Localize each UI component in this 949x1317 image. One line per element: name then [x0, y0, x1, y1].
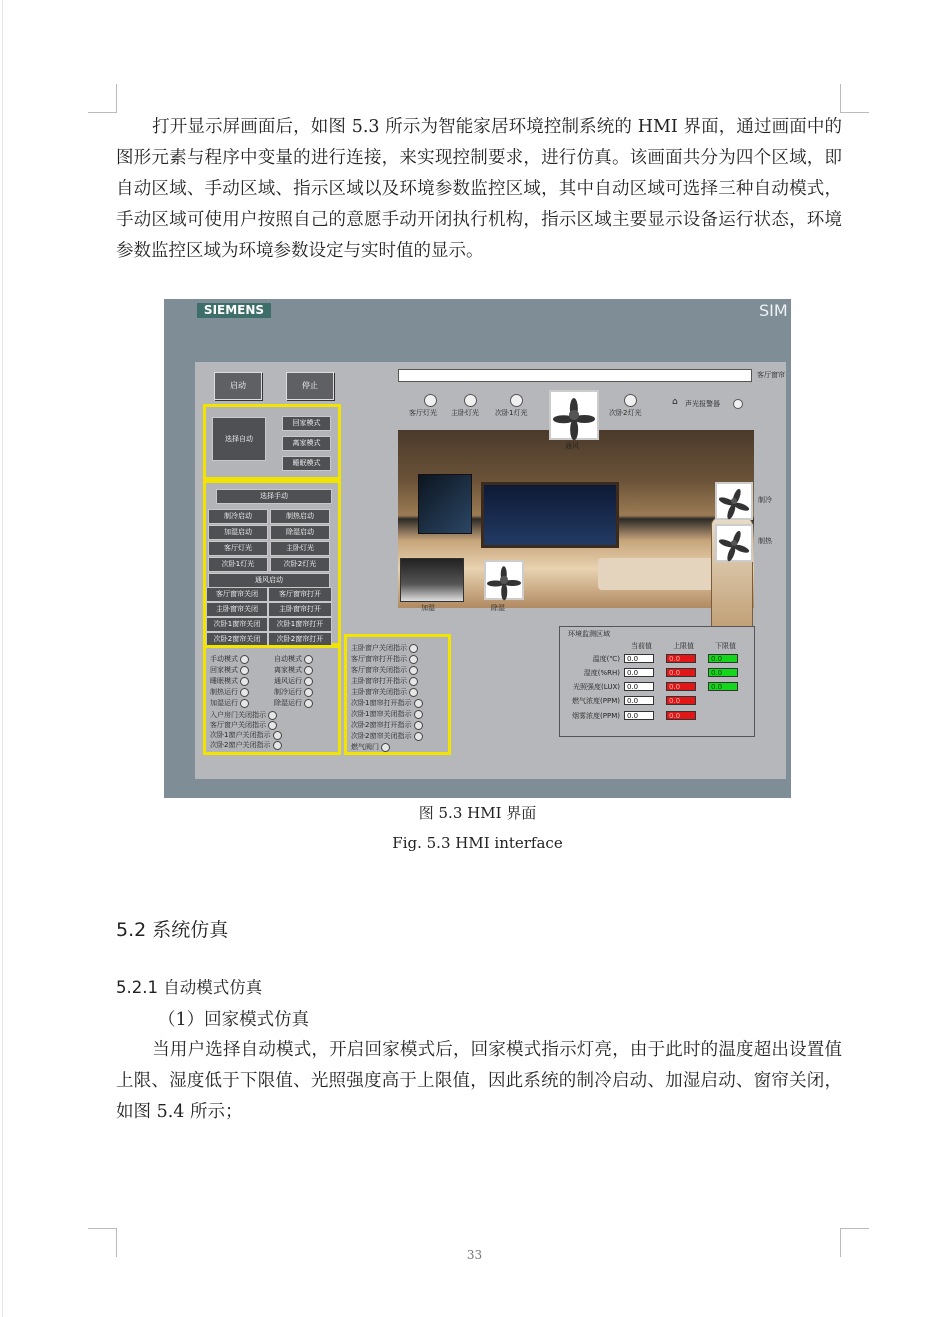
indicator-row [351, 698, 423, 708]
indicator-label: 主卧窗帘关闭指示 [351, 688, 407, 696]
fan-hub [569, 410, 578, 419]
sleep-mode-button[interactable]: 睡眠模式 [282, 456, 331, 471]
indicator-label: 睡眠模式 [210, 677, 238, 685]
fan-blade [501, 583, 507, 600]
indicator-led [304, 655, 313, 664]
room-sofa [598, 558, 718, 590]
indicator-led [414, 710, 423, 719]
paragraph-2-text: 当用户选择自动模式，开启回家模式后，回家模式指示灯亮，由于此时的温度超出设置值上限、湿度低于下限值、光照强度高于上限值，因此系统的制冷启动、加湿启动、窗帘关闭，如图 5.4 所示； [116, 1040, 842, 1122]
indicator-label: 主卧窗户关闭指示 [351, 644, 407, 652]
heating-label: 制热 [758, 537, 772, 545]
master-light-button[interactable]: 主卧灯光 [270, 541, 330, 556]
home-icon: ⌂ [672, 397, 678, 407]
curtain-label: 客厅窗帘 [757, 371, 785, 379]
body-paragraph-2 [116, 1035, 842, 1128]
temperature-current-field: 0.0 [624, 654, 654, 663]
indicator-row [351, 687, 418, 697]
smoke-current-field: 0.0 [624, 711, 654, 720]
cooling-label: 制冷 [758, 496, 772, 504]
indicator-label: 通风运行 [274, 677, 302, 685]
indicator-label: 自动模式 [274, 655, 302, 663]
living-curtain-open-button[interactable]: 客厅窗帘打开 [268, 587, 332, 602]
smoke-upper-field[interactable]: 0.0 [666, 711, 696, 720]
dehumidify-start-button[interactable]: 除湿启动 [270, 525, 330, 540]
indicator-label: 客厅窗帘关闭指示 [351, 666, 407, 674]
dehumidify-label: 除湿 [491, 604, 505, 612]
indicator-area-left [203, 645, 341, 755]
env-header-lower: 下限值 [715, 642, 736, 650]
indicator-led [273, 731, 282, 740]
page-edge-rule [2, 0, 3, 1317]
indicator-led [409, 666, 418, 675]
humidity-current-field: 0.0 [624, 668, 654, 677]
subsection-heading: 5.2.1 自动模式仿真 [116, 978, 263, 997]
indicator-row [274, 698, 313, 708]
manual-area [203, 480, 341, 646]
env-label-temperature: 温度(℃) [592, 655, 620, 663]
indicator-row [210, 698, 249, 708]
indicator-row [210, 720, 277, 730]
crop-mark-top-left [88, 84, 117, 113]
indicator-label: 客厅窗户关闭指示 [210, 721, 266, 729]
vent-label: 通风 [565, 442, 579, 450]
fan-blade [570, 419, 578, 440]
bedroom2-light-button[interactable]: 次卧2灯光 [270, 557, 330, 572]
cooling-fan-icon [715, 482, 753, 520]
indicator-label: 燃气阀门 [351, 743, 379, 751]
indicator-row [351, 643, 418, 653]
select-manual-button[interactable]: 选择手动 [216, 489, 332, 504]
living-light-button[interactable]: 客厅灯光 [208, 541, 268, 556]
indicator-led [414, 732, 423, 741]
bedroom2-curtain-close-button[interactable]: 次卧2窗帘关闭 [206, 632, 268, 647]
gas-upper-field[interactable]: 0.0 [666, 696, 696, 705]
light-current-field: 0.0 [624, 682, 654, 691]
indicator-row [210, 676, 249, 686]
indicator-label: 次卧2窗户关闭指示 [210, 741, 271, 749]
humidity-lower-field[interactable]: 0.0 [708, 668, 738, 677]
temperature-lower-field[interactable]: 0.0 [708, 654, 738, 663]
crop-mark-top-right [840, 84, 869, 113]
master-curtain-close-button[interactable]: 主卧窗帘关闭 [206, 602, 268, 617]
indicator-row [210, 665, 249, 675]
select-auto-button[interactable]: 选择自动 [212, 417, 266, 461]
indicator-label: 离家模式 [274, 666, 302, 674]
env-header-current: 当前值 [631, 642, 652, 650]
indicator-row [351, 709, 423, 719]
body-paragraph-1 [116, 112, 842, 267]
indicator-led [304, 677, 313, 686]
home-mode-button[interactable]: 回家模式 [282, 416, 331, 431]
siemens-logo: SIEMENS [197, 303, 271, 318]
heating-start-button[interactable]: 制热启动 [270, 509, 330, 524]
indicator-row [210, 687, 249, 697]
start-button[interactable]: 启动 [214, 372, 262, 400]
indicator-led [414, 699, 423, 708]
bedroom1-light-icon [510, 394, 523, 407]
master-light-label: 主卧灯光 [451, 409, 479, 417]
indicator-led [409, 655, 418, 664]
humidify-start-button[interactable]: 加湿启动 [208, 525, 268, 540]
indicator-label: 次卧1窗帘关闭指示 [351, 710, 412, 718]
indicator-label: 入户房门关闭指示 [210, 711, 266, 719]
indicator-row [210, 730, 282, 740]
bedroom1-curtain-close-button[interactable]: 次卧1窗帘关闭 [206, 617, 268, 632]
indicator-led [240, 688, 249, 697]
indicator-label: 次卧1窗帘打开指示 [351, 699, 412, 707]
indicator-row [351, 676, 418, 686]
stop-button[interactable]: 停止 [286, 372, 334, 400]
humidifier-image [400, 558, 464, 602]
auto-area [203, 404, 341, 480]
indicator-led [409, 677, 418, 686]
indicator-row [274, 665, 313, 675]
indicator-led [304, 666, 313, 675]
indicator-row [274, 676, 313, 686]
section-heading: 5.2 系统仿真 [116, 919, 229, 941]
heating-fan-icon [715, 524, 753, 562]
brand-right-text: SIM [759, 301, 788, 320]
paragraph-1-text: 打开显示屏画面后，如图 5.3 所示为智能家居环境控制系统的 HMI 界面，通过画面中的图形元素与程序中变量的进行连接，来实现控制要求，进行仿真。该画面共分为四个区域，即自动区域、手动区域、指示区域以及环境参数监控区域，其中自动区域可选择三种自动模式，手动区域可使用户按照自己的意愿手动开闭执行机构，指示区域主要显示设备运行状态，环境参数监控区域为环境参数设定与实时值的显示。 [116, 117, 842, 261]
indicator-led [304, 699, 313, 708]
indicator-led [409, 688, 418, 697]
humidify-label: 加湿 [421, 604, 435, 612]
living-curtain-close-button[interactable]: 客厅窗帘关闭 [206, 587, 268, 602]
indicator-label: 回家模式 [210, 666, 238, 674]
indicator-label: 加湿运行 [210, 699, 238, 707]
hmi-screen [195, 362, 786, 779]
light-upper-field[interactable]: 0.0 [666, 682, 696, 691]
alarm-label: 声光报警器 [685, 400, 720, 408]
indicator-led [240, 699, 249, 708]
curtain-bar [398, 369, 752, 382]
bedroom2-light-label: 次卧2灯光 [609, 409, 642, 417]
indicator-row [210, 710, 277, 720]
bedroom1-light-button[interactable]: 次卧1灯光 [208, 557, 268, 572]
humidity-upper-field[interactable]: 0.0 [666, 668, 696, 677]
indicator-label: 主卧窗帘打开指示 [351, 677, 407, 685]
bedroom2-curtain-open-button[interactable]: 次卧2窗帘打开 [268, 632, 332, 647]
master-curtain-open-button[interactable]: 主卧窗帘打开 [268, 602, 332, 617]
subheading: （1）回家模式仿真 [158, 1010, 310, 1030]
indicator-led [268, 721, 277, 730]
hmi-screenshot [164, 299, 791, 798]
master-light-icon [464, 394, 477, 407]
indicator-area-right [344, 634, 451, 755]
away-mode-button[interactable]: 离家模式 [282, 436, 331, 451]
indicator-label: 制冷运行 [274, 688, 302, 696]
env-label-humidity: 湿度(%RH) [583, 669, 620, 677]
indicator-row [210, 654, 249, 664]
indicator-row [351, 742, 390, 752]
temperature-upper-field[interactable]: 0.0 [666, 654, 696, 663]
indicator-led [381, 743, 390, 752]
light-lower-field[interactable]: 0.0 [708, 682, 738, 691]
fan-hub [500, 576, 507, 583]
indicator-led [304, 688, 313, 697]
vent-start-button[interactable]: 通风启动 [208, 573, 330, 588]
indicator-led [240, 677, 249, 686]
figure-caption-cn: 图 5.3 HMI 界面 [418, 804, 537, 822]
alarm-indicator-led [733, 399, 743, 409]
indicator-led [240, 655, 249, 664]
vent-fan-icon [549, 390, 599, 440]
living-light-icon [424, 394, 437, 407]
indicator-label: 手动模式 [210, 655, 238, 663]
indicator-row [274, 654, 313, 664]
bedroom1-light-label: 次卧1灯光 [495, 409, 528, 417]
env-label-light: 光照强度(LUX) [573, 683, 620, 691]
cooling-start-button[interactable]: 制冷启动 [208, 509, 268, 524]
page-number: 33 [466, 1248, 483, 1262]
env-label-smoke: 烟雾浓度(PPM) [572, 712, 620, 720]
bedroom2-light-icon [624, 394, 637, 407]
indicator-row [210, 740, 282, 750]
indicator-led [240, 666, 249, 675]
bedroom1-curtain-open-button[interactable]: 次卧1窗帘打开 [268, 617, 332, 632]
indicator-row [351, 731, 423, 741]
indicator-row [351, 654, 418, 664]
indicator-label: 制热运行 [210, 688, 238, 696]
env-monitor-panel [559, 626, 755, 737]
indicator-row [351, 720, 423, 730]
indicator-led [409, 644, 418, 653]
indicator-led [414, 721, 423, 730]
indicator-label: 次卧2窗帘打开指示 [351, 721, 412, 729]
gas-current-field: 0.0 [624, 696, 654, 705]
indicator-row [351, 665, 418, 675]
indicator-led [268, 711, 277, 720]
dehumidifier-fan-icon [484, 560, 524, 600]
figure-caption-en: Fig. 5.3 HMI interface [392, 834, 563, 852]
indicator-label: 次卧2窗帘关闭指示 [351, 732, 412, 740]
indicator-label: 除湿运行 [274, 699, 302, 707]
indicator-led [273, 741, 282, 750]
env-title: 环境监测区域 [568, 630, 610, 638]
env-label-gas: 燃气浓度(PPM) [572, 697, 620, 705]
indicator-row [274, 687, 313, 697]
room-window [481, 482, 619, 548]
env-header-upper: 上限值 [673, 642, 694, 650]
living-light-label: 客厅灯光 [409, 409, 437, 417]
indicator-label: 客厅窗帘打开指示 [351, 655, 407, 663]
indicator-label: 次卧1窗户关闭指示 [210, 731, 271, 739]
room-tv [418, 474, 472, 534]
